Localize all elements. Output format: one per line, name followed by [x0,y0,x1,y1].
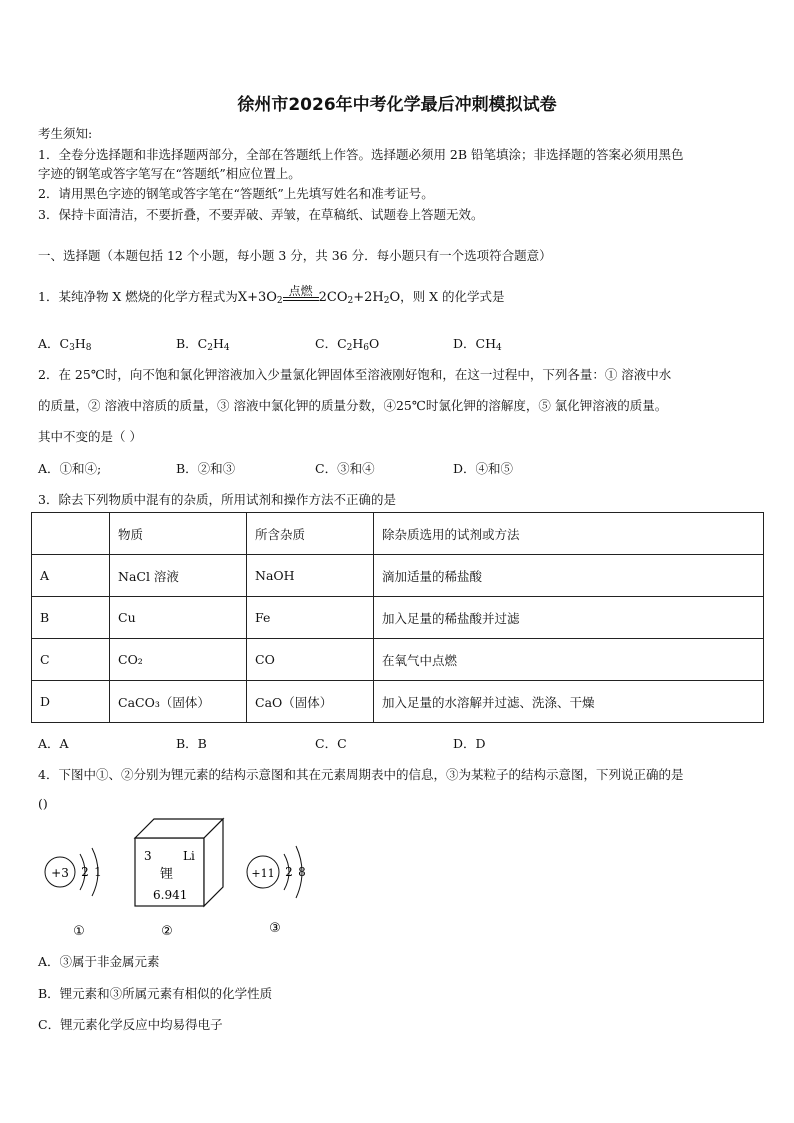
li-nucleus: +3 [51,866,69,880]
q3-option-a: A．A [38,736,69,751]
q4-option-a: A．③属于非金属元素 [38,954,160,969]
table-cell: B [32,597,110,639]
notice-item-1-cont: 字迹的钢笔或答字笔写在“答题纸”相应位置上。 [38,166,301,181]
table-row [32,639,764,681]
q3-option-c: C．C [315,736,347,751]
table-cell: NaCl 溶液 [110,555,247,597]
table-cell: Fe [247,597,374,639]
li-atomic-mass: 6.941 [153,888,188,902]
table-cell: C [32,639,110,681]
q3-table [31,512,764,723]
table-cell: CaO（固体） [247,681,374,723]
li-name: 锂 [160,867,174,882]
particle-shell-2: 8 [298,865,306,879]
table-cell: NaOH [247,555,374,597]
table-header-cell: 所含杂质 [247,513,374,555]
section-heading: 一、选择题（本题包括 12 个小题，每小题 3 分，共 36 分．每小题只有一个选项符合题意） [38,248,552,263]
table-cell: 加入足量的水溶解并过滤、洗涤、干燥 [374,681,764,723]
table-cell: CO [247,639,374,681]
li-symbol: Li [183,849,195,863]
q1-equation: $X+3O_2$ 点燃 $2CO_2+2H_2O$ [237,284,401,306]
table-header-row [32,513,764,555]
q2-line-1: 2．在 25℃时，向不饱和氯化钾溶液加入少量氯化钾固体至溶液刚好饱和，在这一过程中，下列各量：① 溶液中水 [38,367,672,382]
notice-item-3: 3．保持卡面清洁，不要折叠，不要弄破、弄皱，在草稿纸、试题卷上答题无效。 [38,207,484,222]
table-cell: 滴加适量的稀盐酸 [374,555,764,597]
q2-option-c: C．③和④ [315,461,375,476]
q3-option-b: B．B [176,736,207,751]
li-shell-2: 1 [94,865,102,879]
page-title: 徐州市2026年中考化学最后冲刺模拟试卷 [237,95,557,115]
q1-suffix: ，则 X 的化学式是 [400,289,505,304]
notice-heading: 考生须知: [38,126,93,141]
notice-item-2: 2．请用黑色字迹的钢笔或答字笔在“答题纸”上先填写姓名和准考证号。 [38,186,434,201]
q1-condition: 点燃 [288,284,313,298]
table-row [32,555,764,597]
fig2-caption: ② [161,924,173,939]
table-cell: Cu [110,597,247,639]
table-cell: A [32,555,110,597]
q4-option-b: B．锂元素和③所属元素有相似的化学性质 [38,986,273,1001]
q1-option-d: D．$CH_4$ [453,336,502,353]
table-cell: CaCO₃（固体） [110,681,247,723]
table-cell: D [32,681,110,723]
q4-figures [0,810,794,940]
fig1-caption: ① [73,924,85,939]
table-header-cell [32,513,110,555]
q1-option-a: A．$C_3H_8$ [38,336,92,353]
q2-line-3: 其中不变的是（ ） [38,429,142,444]
periodic-table-cell [135,819,223,939]
q1-option-c: C．$C_2H_6O$ [315,336,380,353]
q1-option-b: B．$C_2H_4$ [176,336,230,353]
li-atomic-number: 3 [144,849,152,863]
q4-option-c: C．锂元素化学反应中均易得电子 [38,1017,223,1032]
table-cell: 加入足量的稀盐酸并过滤 [374,597,764,639]
q4-stem: 4．下图中①、②分别为锂元素的结构示意图和其在元素周期表中的信息，③为某粒子的结构示意图，下列说正确的是 [38,767,684,782]
particle-structure-diagram [247,846,306,936]
particle-nucleus: +11 [251,867,275,880]
q2-option-b: B．②和③ [176,461,236,476]
particle-shell-1: 2 [285,865,293,879]
lithium-atom-diagram [45,848,102,939]
table-row [32,681,764,723]
q2-line-2: 的质量，② 溶液中溶质的质量，③ 溶液中氯化钾的质量分数，④25℃时氯化钾的溶解度，⑤ 氯化钾溶液的质量。 [38,398,668,413]
li-shell-1: 2 [81,865,89,879]
q3-stem: 3．除去下列物质中混有的杂质，所用试剂和操作方法不正确的是 [38,492,396,507]
q1-prefix: 1．某纯净物 X 燃烧的化学方程式为 [38,289,238,304]
q3-option-d: D．D [453,736,486,751]
q4-paren: () [38,796,48,811]
table-cell: CO₂ [110,639,247,681]
notice-item-1: 1．全卷分选择题和非选择题两部分，全部在答题纸上作答。选择题必须用 2B 铅笔填涂；非选择题的答案必须用黑色 [38,147,684,162]
q2-option-a: A．①和④; [38,461,102,476]
fig3-caption: ③ [269,921,281,936]
table-header-cell: 除杂质选用的试剂或方法 [374,513,764,555]
q1-stem [38,284,505,306]
table-cell: 在氧气中点燃 [374,639,764,681]
q2-option-d: D．④和⑤ [453,461,514,476]
table-header-cell: 物质 [110,513,247,555]
table-row [32,597,764,639]
